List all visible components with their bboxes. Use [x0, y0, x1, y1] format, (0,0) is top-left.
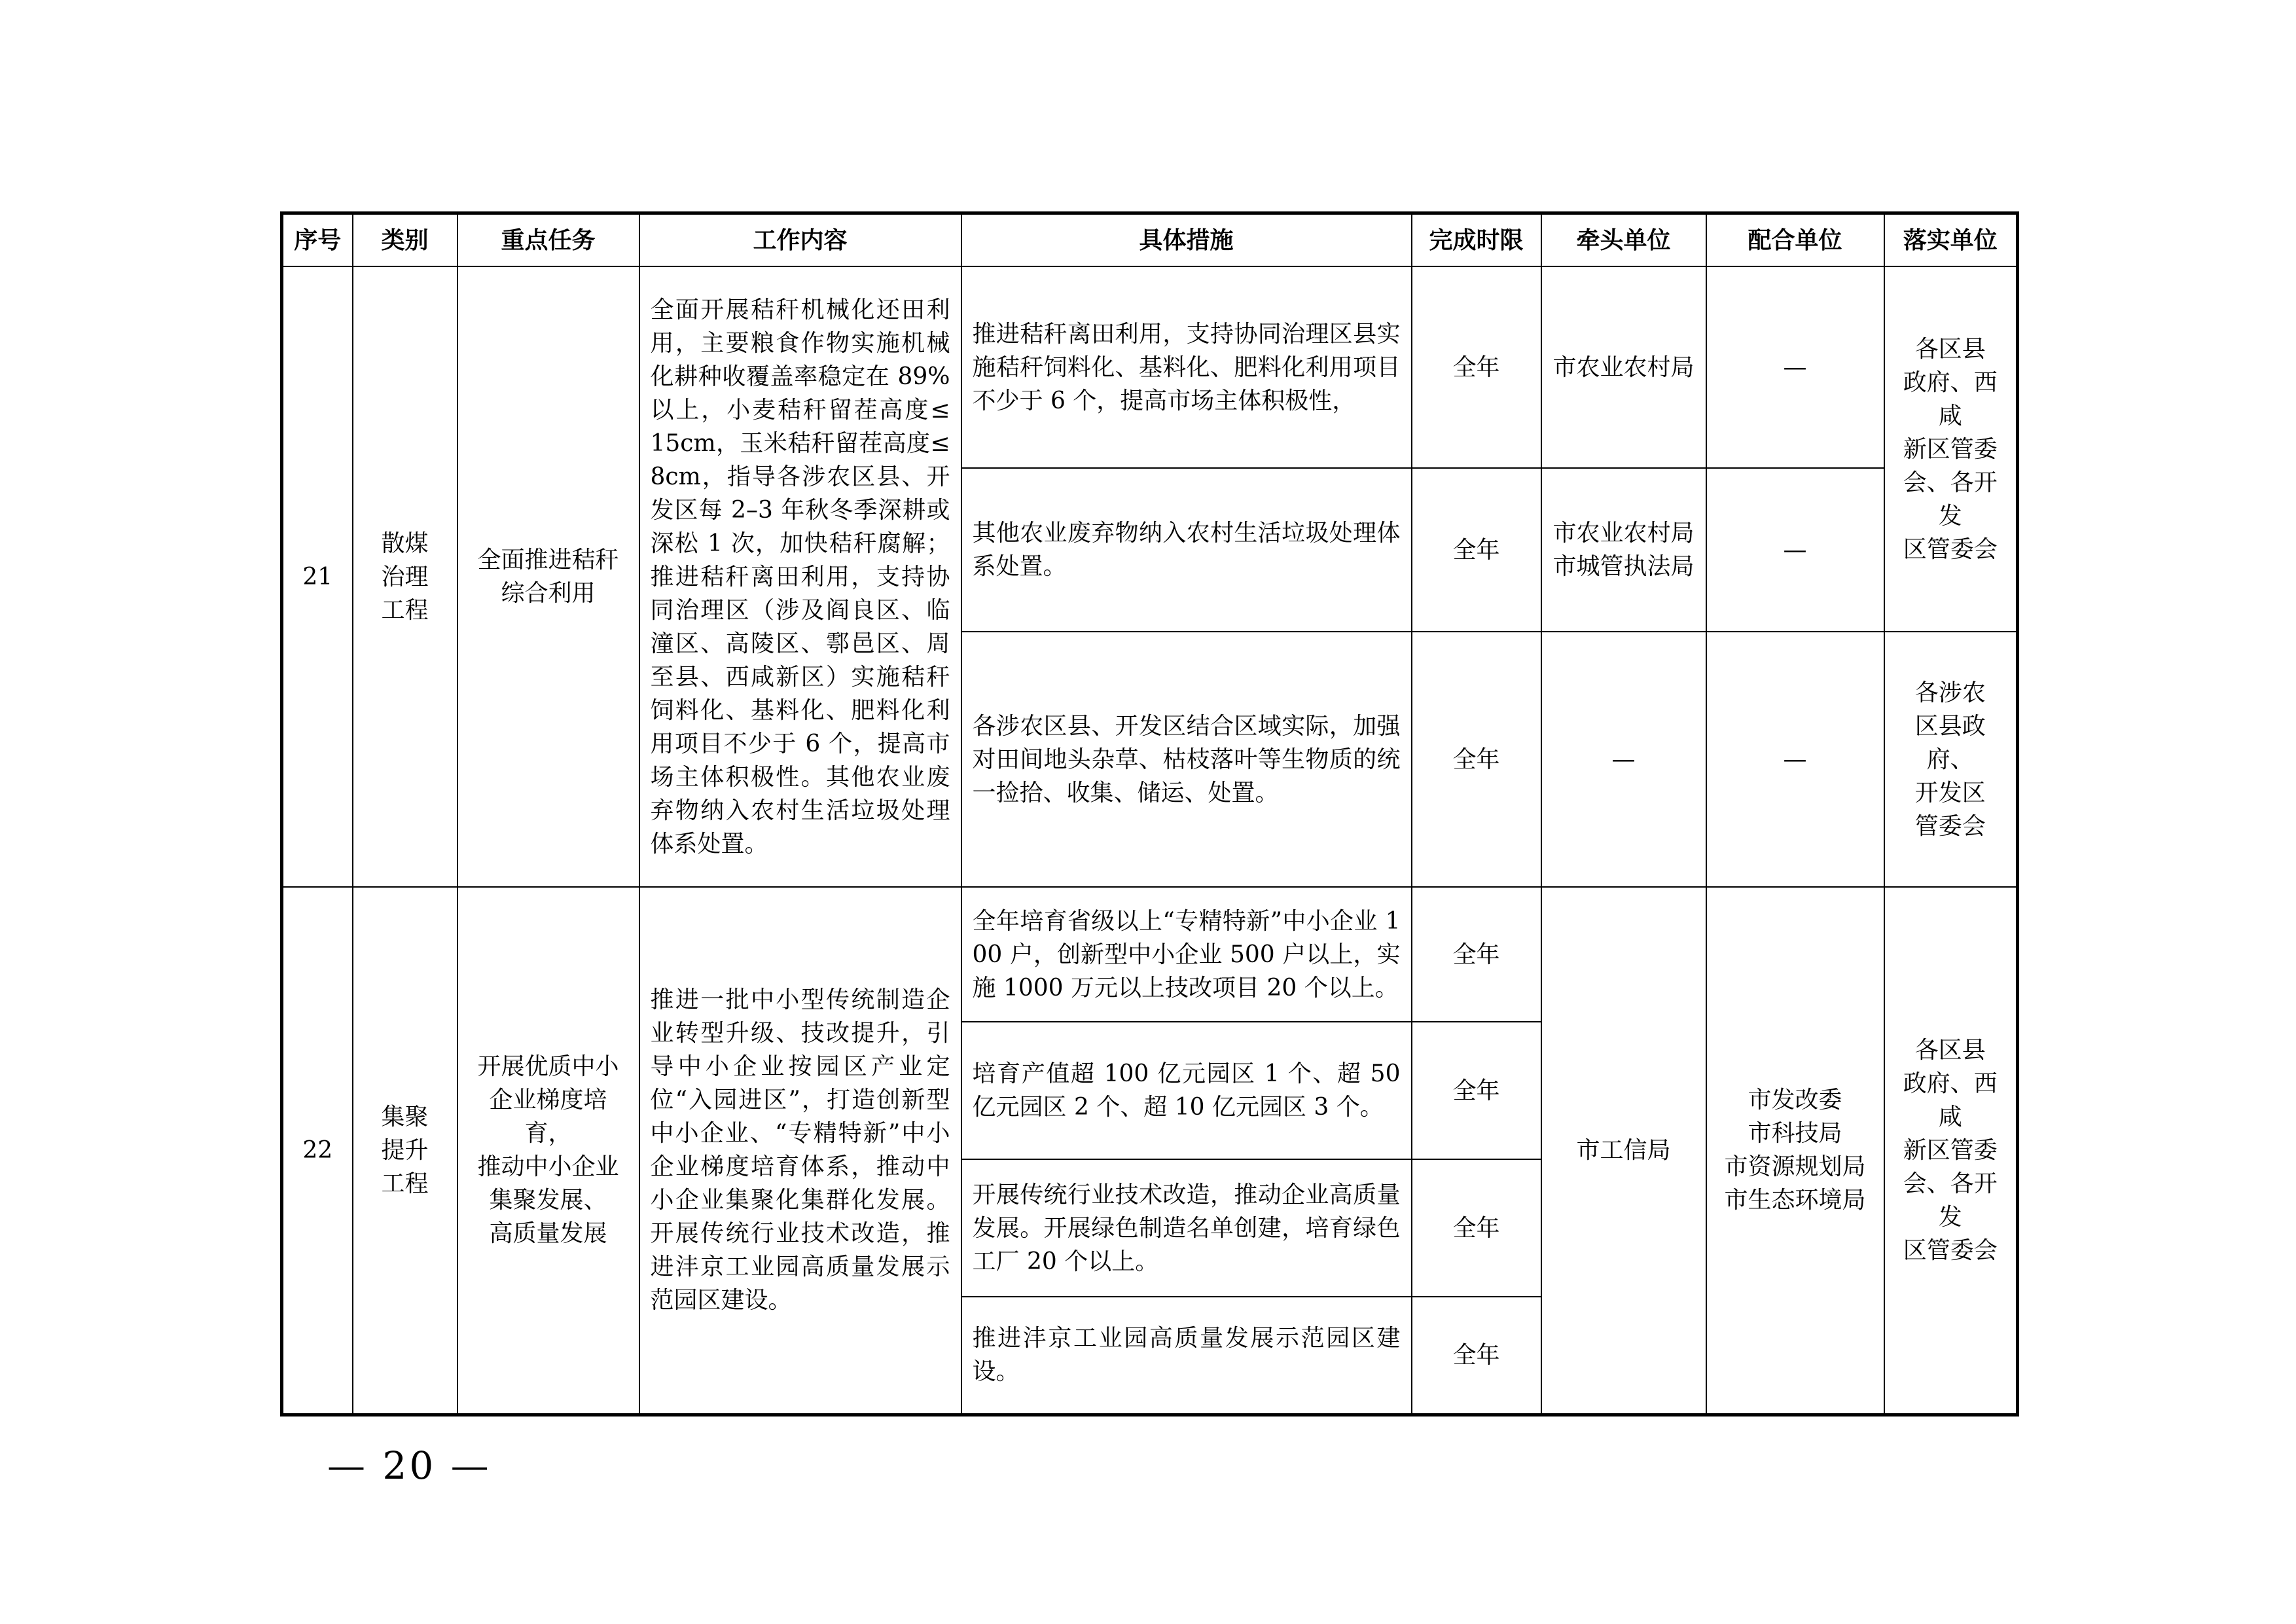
row22-measure-3: 开展传统行业技术改造，推动企业高质量发展。开展绿色制造名单创建，培育绿色工厂 20 个以上。	[961, 1159, 1412, 1297]
row22-impl: 各区县 政府、西咸 新区管委 会、各开发 区管委会	[1884, 887, 2018, 1415]
row21-no: 21	[282, 266, 353, 887]
row21-category: 散煤 治理 工程	[353, 266, 457, 887]
row21-coop-1: —	[1706, 266, 1884, 468]
row21-measure-2: 其他农业废弃物纳入农村生活垃圾处理体系处置。	[961, 468, 1412, 632]
row22-coop: 市发改委 市科技局 市资源规划局 市生态环境局	[1706, 887, 1884, 1415]
row22-deadline-1: 全年	[1412, 887, 1541, 1022]
row21-deadline-3: 全年	[1412, 632, 1541, 887]
row21-work: 全面开展秸秆机械化还田利用，主要粮食作物实施机械化耕种收覆盖率稳定在 89% 以上，小麦秸秆留茬高度≤ 15cm，玉米秸秆留茬高度≤ 8cm，指导各涉农区县、开发区每 2–3 年秋冬季深耕或深松 1 次，加快秸秆腐解；推进秸秆离田利用，支持协同治理区（涉及阎良区、临潼区、高陵区、鄠邑区、周至县、西咸新区）实施秸秆饲料化、基料化、肥料化利用项目不少于 6 个，提高市场主体积极性。其他农业废弃物纳入农村生活垃圾处理体系处置。	[639, 266, 961, 887]
row21-impl-b: 各涉农 区县政府、 开发区 管委会	[1884, 632, 2018, 887]
header-impl: 落实单位	[1884, 213, 2018, 267]
row22-lead: 市工信局	[1541, 887, 1706, 1415]
row22-category: 集聚 提升 工程	[353, 887, 457, 1415]
header-coop: 配合单位	[1706, 213, 1884, 267]
row22-task: 开展优质中小 企业梯度培育， 推动中小企业 集聚发展、 高质量发展	[457, 887, 639, 1415]
row21-lead-1: 市农业农村局	[1541, 266, 1706, 468]
header-measures: 具体措施	[961, 213, 1412, 267]
row21-task: 全面推进秸秆 综合利用	[457, 266, 639, 887]
page-number: — 20 —	[327, 1443, 492, 1488]
table-row	[282, 266, 2018, 468]
header-work: 工作内容	[639, 213, 961, 267]
row22-measure-1: 全年培育省级以上“专精特新”中小企业 100 户，创新型中小企业 500 户以上，实施 1000 万元以上技改项目 20 个以上。	[961, 887, 1412, 1022]
header-task: 重点任务	[457, 213, 639, 267]
row21-deadline-2: 全年	[1412, 468, 1541, 632]
row21-coop-3: —	[1706, 632, 1884, 887]
row21-lead-2: 市农业农村局 市城管执法局	[1541, 468, 1706, 632]
row21-measure-3: 各涉农区县、开发区结合区域实际，加强对田间地头杂草、枯枝落叶等生物质的统一捡拾、收集、储运、处置。	[961, 632, 1412, 887]
row22-measure-2: 培育产值超 100 亿元园区 1 个、超 50 亿元园区 2 个、超 10 亿元园区 3 个。	[961, 1022, 1412, 1159]
row21-measure-1: 推进秸秆离田利用，支持协同治理区县实施秸秆饲料化、基料化、肥料化利用项目不少于 6 个，提高市场主体积极性，	[961, 266, 1412, 468]
header-row	[282, 213, 2018, 267]
row21-lead-3: —	[1541, 632, 1706, 887]
row22-deadline-2: 全年	[1412, 1022, 1541, 1159]
row22-work: 推进一批中小型传统制造企业转型升级、技改提升，引导中小企业按园区产业定位“入园进区”，打造创新型中小企业、“专精特新”中小企业梯度培育体系，推动中小企业集聚化集群化发展。开展传统行业技术改造，推进沣京工业园高质量发展示范园区建设。	[639, 887, 961, 1415]
header-lead: 牵头单位	[1541, 213, 1706, 267]
main-table	[280, 211, 2019, 1416]
row22-deadline-3: 全年	[1412, 1159, 1541, 1297]
row22-measure-4: 推进沣京工业园高质量发展示范园区建设。	[961, 1297, 1412, 1415]
row22-deadline-4: 全年	[1412, 1297, 1541, 1415]
row21-coop-2: —	[1706, 468, 1884, 632]
row21-deadline-1: 全年	[1412, 266, 1541, 468]
row21-impl-a: 各区县 政府、西咸 新区管委 会、各开发 区管委会	[1884, 266, 2018, 632]
row22-no: 22	[282, 887, 353, 1415]
header-category: 类别	[353, 213, 457, 267]
header-no: 序号	[282, 213, 353, 267]
table-row	[282, 887, 2018, 1022]
header-deadline: 完成时限	[1412, 213, 1541, 267]
